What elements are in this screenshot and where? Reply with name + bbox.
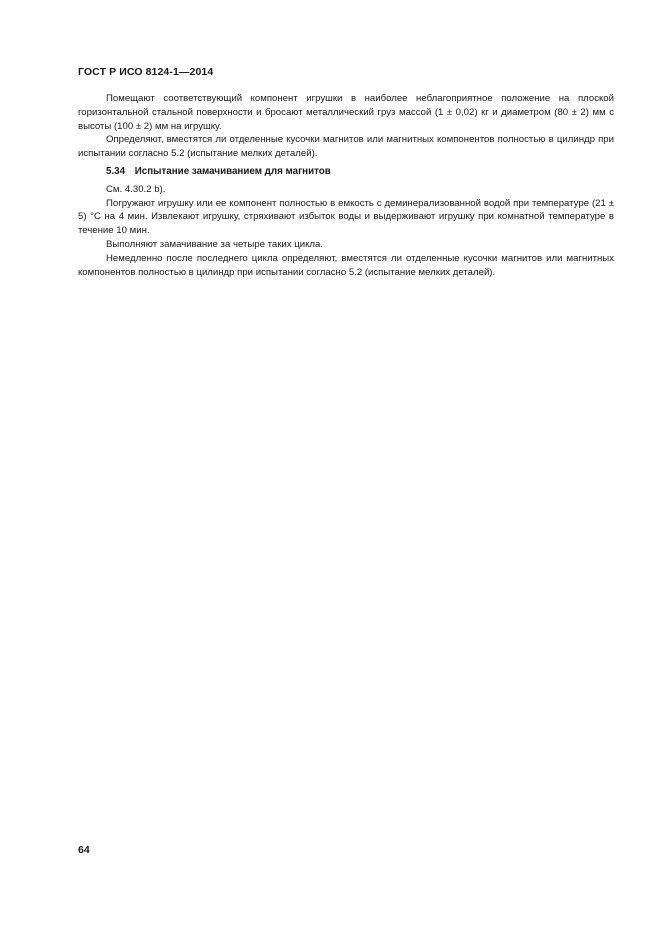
paragraph-drop-test: Помещают соответствующий компонент игрушки в наиболее неблагоприятное положение на плоской горизонтальной стальной поверхности и бросают металлический груз массой (1 ± 0,02) кг и диаметром (80 ± 2) мм с высоты (100 ± 2) мм на игрушку. (78, 93, 614, 132)
paragraph-cycles: Выполняют замачивание за четыре таких цикла. (106, 238, 323, 250)
paragraph-immersion: Погружают игрушку или ее компонент полностью в емкость с деминерализованной водой при температуре (21 ± 5) °С на 4 мин. Извлекают игрушку, стряхивают избыток воды и выдерживают игрушку при комнатной температуре в течение 10 мин. (78, 197, 614, 237)
section-heading (106, 165, 614, 179)
page-number: 64 (78, 844, 90, 856)
section-reference: См. 4.30.2 b). (106, 183, 166, 195)
section-number: 5.34 (106, 165, 126, 177)
paragraph-determine-fit: Определяют, вместятся ли отделенные кусочки магнитов или магнитных компонентов полностью в цилиндр при испытании согласно 5.2 (испытание мелких деталей). (78, 134, 614, 160)
section-title: Испытание замачиванием для магнитов (134, 165, 331, 177)
document-code-header: ГОСТ Р ИСО 8124-1—2014 (78, 66, 214, 78)
paragraph-final-check: Немедленно после последнего цикла определяют, вместятся ли отделенные кусочки магнитов или магнитных компонентов полностью в цилиндр при испытании согласно 5.2 (испытание мелких деталей). (78, 252, 614, 278)
document-body (78, 92, 614, 279)
